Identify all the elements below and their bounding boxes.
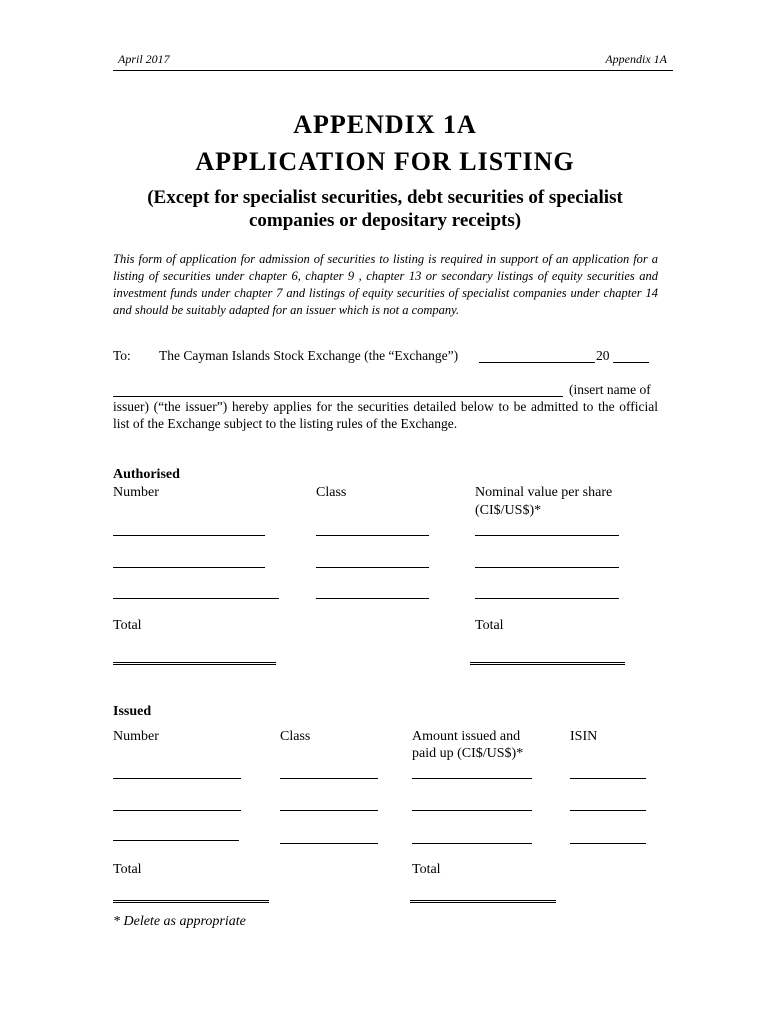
issued-total-right: Total xyxy=(412,862,441,877)
issued-class-field[interactable] xyxy=(280,843,378,844)
issued-col-isin: ISIN xyxy=(570,729,598,744)
page-subtitle: APPLICATION FOR LISTING xyxy=(195,147,575,176)
issued-isin-field[interactable] xyxy=(570,810,646,811)
authorised-class-field[interactable] xyxy=(316,598,429,599)
authorised-total-nominal-field[interactable] xyxy=(470,662,625,665)
date-field[interactable] xyxy=(479,362,595,363)
authorised-col-class: Class xyxy=(316,485,347,500)
issued-col-class: Class xyxy=(280,729,311,744)
issued-total-left: Total xyxy=(113,862,142,877)
issuer-paragraph: issuer) (“the issuer”) hereby applies for the securities detailed below to be admitted to the official list of the Exchange subject to the listing rules of the Exchange. xyxy=(113,399,658,431)
issued-total-number-field[interactable] xyxy=(113,900,269,903)
header-appendix: Appendix 1A xyxy=(605,52,667,66)
issued-number-field[interactable] xyxy=(113,778,241,779)
issued-class-field[interactable] xyxy=(280,778,378,779)
issued-isin-field[interactable] xyxy=(570,843,646,844)
issued-total-amount-field[interactable] xyxy=(410,900,556,903)
authorised-class-field[interactable] xyxy=(316,567,429,568)
issued-isin-field[interactable] xyxy=(570,778,646,779)
issuer-name-field[interactable] xyxy=(113,396,563,397)
authorised-number-field[interactable] xyxy=(113,535,265,536)
to-label: To: xyxy=(113,348,131,363)
authorised-col-nominal: Nominal value per share xyxy=(475,485,613,500)
authorised-class-field[interactable] xyxy=(316,535,429,536)
footnote: * Delete as appropriate xyxy=(113,914,246,929)
year-field[interactable] xyxy=(613,362,649,363)
title-exceptions-text: (Except for specialist securities, debt securities of specialist companies or depositary receipts) xyxy=(147,187,623,231)
issued-amount-field[interactable] xyxy=(412,778,532,779)
authorised-number-field[interactable] xyxy=(113,598,279,599)
year-prefix: 20 xyxy=(596,348,610,363)
issued-col-paidup: paid up (CI$/US$)* xyxy=(412,746,524,761)
authorised-total-right: Total xyxy=(475,618,504,633)
issued-col-amount: Amount issued and xyxy=(412,729,521,744)
authorised-nominal-field[interactable] xyxy=(475,598,619,599)
intro-paragraph: This form of application for admission of securities to listing is required in support of an application for a listing of securities under chapter 6, chapter 9 , chapter 13 or secondary listings of equity securities and investment funds under chapter 7 and listings of equity securities of specialist companies under chapter 14 and should be suitably adapted for an issuer which is not a company. xyxy=(113,252,658,317)
issued-number-field[interactable] xyxy=(113,810,241,811)
issued-col-number: Number xyxy=(113,729,159,744)
header-rule xyxy=(113,70,673,71)
issued-class-field[interactable] xyxy=(280,810,378,811)
issued-amount-field[interactable] xyxy=(412,810,532,811)
page-title: APPENDIX 1A xyxy=(293,110,477,139)
insert-note: (insert name of xyxy=(569,382,651,397)
issued-amount-field[interactable] xyxy=(412,843,532,844)
authorised-number-field[interactable] xyxy=(113,567,265,568)
title-exceptions xyxy=(0,186,770,232)
header-date: April 2017 xyxy=(118,52,170,66)
issued-heading: Issued xyxy=(113,704,152,719)
authorised-nominal-field[interactable] xyxy=(475,567,619,568)
authorised-nominal-field[interactable] xyxy=(475,535,619,536)
addressee: The Cayman Islands Stock Exchange (the “Exchange”) xyxy=(159,348,459,363)
authorised-col-number: Number xyxy=(113,485,159,500)
authorised-total-left: Total xyxy=(113,618,142,633)
authorised-heading: Authorised xyxy=(113,467,180,482)
issued-number-field[interactable] xyxy=(113,840,239,841)
authorised-total-number-field[interactable] xyxy=(113,662,276,665)
authorised-col-currency: (CI$/US$)* xyxy=(475,503,542,518)
